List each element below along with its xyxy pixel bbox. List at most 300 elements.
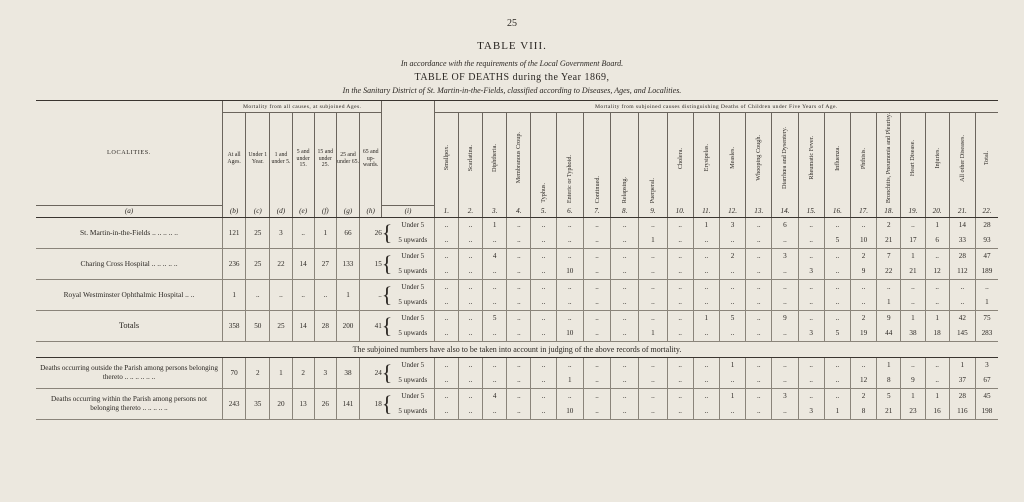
cause-column-number: 17.: [850, 205, 876, 217]
cause-value-cell: ..: [583, 295, 610, 311]
age-value-cell: 13: [292, 388, 314, 419]
cause-column-label: All other Diseases.: [958, 134, 966, 182]
cause-value-cell: 1: [901, 248, 925, 264]
cause-value-cell: 21: [877, 404, 901, 420]
cause-column-label: Scarlatina.: [467, 144, 474, 172]
cause-column-number: 16.: [824, 205, 850, 217]
table-heading: TABLE OF DEATHS during the Year 1869,: [414, 72, 610, 83]
cause-value-cell: ..: [583, 279, 610, 295]
age-value-cell: 1: [270, 357, 292, 388]
cause-column-number: 22.: [975, 205, 998, 217]
cause-value-cell: 1: [556, 373, 583, 389]
cause-value-cell: 12: [925, 264, 949, 280]
brace: {: [382, 279, 392, 310]
cause-value-cell: ..: [667, 388, 693, 404]
cause-value-cell: ..: [693, 248, 719, 264]
cause-column-number: 14.: [772, 205, 798, 217]
cause-value-cell: 189: [975, 264, 998, 280]
cause-value-cell: ..: [901, 217, 925, 233]
cause-value-cell: ..: [719, 404, 745, 420]
age-value-cell: 14: [292, 310, 314, 341]
cause-column-header: [556, 113, 583, 206]
cause-value-cell: 3: [798, 326, 824, 342]
cause-value-cell: 2: [877, 217, 901, 233]
cause-value-cell: ..: [639, 217, 667, 233]
cause-value-cell: ..: [746, 295, 772, 311]
cause-value-cell: 116: [949, 404, 975, 420]
cause-value-cell: ..: [611, 217, 639, 233]
cause-value-cell: ..: [925, 295, 949, 311]
cause-value-cell: ..: [719, 326, 745, 342]
table-row: [36, 279, 998, 295]
cause-value-cell: 145: [949, 326, 975, 342]
age-label-under5: Under 5: [401, 314, 425, 323]
cause-column-header: [434, 113, 458, 206]
age-value-cell: ..: [360, 279, 382, 310]
cause-column-number: 6.: [556, 205, 583, 217]
cause-value-cell: 2: [850, 248, 876, 264]
cause-value-cell: 93: [975, 233, 998, 249]
cause-value-cell: 3: [798, 404, 824, 420]
age-value-cell: 3: [314, 357, 336, 388]
cause-value-cell: ..: [639, 373, 667, 389]
age-value-cell: 236: [223, 248, 246, 279]
cause-value-cell: ..: [434, 388, 458, 404]
cause-value-cell: ..: [434, 357, 458, 373]
cause-value-cell: 2: [850, 388, 876, 404]
cause-column-header: [877, 113, 901, 206]
cause-value-cell: ..: [639, 310, 667, 326]
cause-value-cell: ..: [746, 248, 772, 264]
cause-value-cell: 4: [483, 388, 507, 404]
cause-value-cell: 38: [901, 326, 925, 342]
cause-column-number: 20.: [925, 205, 949, 217]
cause-column-number: 5.: [531, 205, 556, 217]
age-column-letter: (f): [314, 205, 336, 217]
cause-value-cell: 3: [772, 388, 798, 404]
age-label-upwards: 5 upwards: [392, 233, 434, 249]
cause-value-cell: 9: [850, 264, 876, 280]
cause-value-cell: ..: [719, 233, 745, 249]
cause-value-cell: 10: [850, 233, 876, 249]
cause-value-cell: ..: [434, 248, 458, 264]
age-value-cell: 27: [314, 248, 336, 279]
cause-value-cell: ..: [719, 264, 745, 280]
cause-value-cell: ..: [458, 310, 482, 326]
cause-value-cell: ..: [719, 373, 745, 389]
cause-value-cell: ..: [798, 373, 824, 389]
cause-value-cell: ..: [507, 233, 531, 249]
age-value-cell: 25: [246, 248, 270, 279]
cause-value-cell: ..: [531, 357, 556, 373]
age-column-label: 15 and under 25.: [317, 149, 334, 169]
cause-column-label: Heart Disease.: [909, 140, 917, 177]
age-value-cell: ..: [292, 279, 314, 310]
cause-value-cell: 22: [877, 264, 901, 280]
age-column-header: [360, 113, 382, 206]
age-label-upwards: 5 upwards: [392, 264, 434, 280]
cause-value-cell: ..: [531, 217, 556, 233]
cause-value-cell: 1: [693, 217, 719, 233]
cause-value-cell: ..: [667, 233, 693, 249]
cause-value-cell: ..: [746, 326, 772, 342]
cause-value-cell: ..: [824, 217, 850, 233]
cause-value-cell: ..: [611, 233, 639, 249]
cause-value-cell: 44: [877, 326, 901, 342]
cause-column-header: [901, 113, 925, 206]
cause-value-cell: ..: [556, 388, 583, 404]
cause-column-header: [925, 113, 949, 206]
cause-value-cell: ..: [824, 388, 850, 404]
cause-value-cell: ..: [483, 404, 507, 420]
cause-value-cell: ..: [583, 388, 610, 404]
cause-value-cell: 16: [925, 404, 949, 420]
cause-value-cell: ..: [507, 279, 531, 295]
cause-value-cell: 1: [877, 357, 901, 373]
age-label-upwards: 5 upwards: [392, 295, 434, 311]
cause-value-cell: ..: [556, 310, 583, 326]
age-column-header: [270, 113, 292, 206]
cause-value-cell: ..: [458, 295, 482, 311]
cause-value-cell: ..: [531, 248, 556, 264]
cause-value-cell: ..: [798, 217, 824, 233]
note-text: The subjoined numbers have also to be taken into account in judging of the above records of mortality.: [36, 341, 998, 357]
cause-value-cell: 1: [901, 310, 925, 326]
cause-value-cell: 21: [877, 233, 901, 249]
cause-column-label: Typhus.: [540, 183, 548, 204]
cause-value-cell: 1: [925, 388, 949, 404]
cause-value-cell: ..: [772, 404, 798, 420]
age-column-header: [292, 113, 314, 206]
cause-value-cell: ..: [531, 310, 556, 326]
cause-value-cell: ..: [458, 264, 482, 280]
cause-value-cell: ..: [611, 373, 639, 389]
cause-value-cell: 4: [483, 248, 507, 264]
age-column-label: 5 and under 15.: [296, 149, 310, 169]
cause-value-cell: 12: [850, 373, 876, 389]
cause-value-cell: ..: [611, 326, 639, 342]
cause-column-label: Total.: [983, 151, 991, 166]
cause-value-cell: ..: [531, 279, 556, 295]
cause-value-cell: ..: [824, 264, 850, 280]
cause-value-cell: 10: [556, 264, 583, 280]
table-row: [36, 310, 998, 326]
cause-value-cell: 112: [949, 264, 975, 280]
cause-column-number: 9.: [639, 205, 667, 217]
age-column-letter: (g): [336, 205, 359, 217]
cause-value-cell: ..: [901, 279, 925, 295]
cause-value-cell: ..: [746, 373, 772, 389]
cause-value-cell: 3: [975, 357, 998, 373]
cause-value-cell: ..: [798, 310, 824, 326]
cause-column-header: [667, 113, 693, 206]
cause-column-label: Erysipelas.: [702, 144, 710, 172]
cause-value-cell: ..: [483, 279, 507, 295]
cause-value-cell: ..: [925, 357, 949, 373]
cause-value-cell: 18: [925, 326, 949, 342]
cause-value-cell: 42: [949, 310, 975, 326]
cause-value-cell: ..: [583, 264, 610, 280]
cause-column-header: [798, 113, 824, 206]
cause-value-cell: ..: [507, 326, 531, 342]
age-column-label: 25 and under 65.: [337, 152, 359, 166]
age-label-under5: Under 5: [401, 283, 425, 292]
age-label-upwards: 5 upwards: [392, 404, 434, 420]
age-value-cell: 18: [360, 388, 382, 419]
cause-column-header: [639, 113, 667, 206]
cause-value-cell: ..: [611, 264, 639, 280]
cause-column-number: 21.: [949, 205, 975, 217]
locality-cell: Charing Cross Hospital .. .. .. .. ..: [36, 248, 223, 279]
age-label-upwards: 5 upwards: [392, 373, 434, 389]
cause-value-cell: ..: [949, 279, 975, 295]
age-value-cell: 25: [270, 310, 292, 341]
age-value-cell: 20: [270, 388, 292, 419]
cause-value-cell: ..: [611, 279, 639, 295]
cause-column-label: Puerperal.: [649, 177, 657, 204]
cause-value-cell: ..: [583, 373, 610, 389]
cause-value-cell: ..: [458, 373, 482, 389]
age-value-cell: 35: [246, 388, 270, 419]
cause-column-header: [693, 113, 719, 206]
cause-value-cell: ..: [667, 248, 693, 264]
cause-column-label: Continued.: [593, 175, 601, 204]
cause-value-cell: ..: [667, 217, 693, 233]
cause-value-cell: ..: [693, 373, 719, 389]
age-column-letter: (c): [246, 205, 270, 217]
cause-value-cell: 283: [975, 326, 998, 342]
cause-column-label: Bronchitis, Pneumonia and Pleurisy.: [885, 113, 893, 204]
cause-value-cell: 9: [877, 310, 901, 326]
age-value-cell: 26: [360, 217, 382, 248]
brace: {: [382, 388, 392, 419]
cause-value-cell: ..: [556, 295, 583, 311]
cause-column-number: 15.: [798, 205, 824, 217]
localities-letter: (a): [36, 205, 223, 217]
cause-value-cell: ..: [556, 279, 583, 295]
age-value-cell: 2: [292, 357, 314, 388]
age-column-label: 65 and up-wards.: [362, 149, 379, 169]
cause-value-cell: ..: [531, 373, 556, 389]
cause-value-cell: 1: [949, 357, 975, 373]
cause-value-cell: 1: [719, 388, 745, 404]
cause-value-cell: 1: [975, 295, 998, 311]
cause-column-label: Injuries.: [933, 147, 941, 169]
cause-value-cell: 1: [877, 295, 901, 311]
cause-value-cell: 9: [901, 373, 925, 389]
cause-value-cell: ..: [583, 404, 610, 420]
cause-value-cell: ..: [667, 357, 693, 373]
cause-value-cell: 67: [975, 373, 998, 389]
locality-cell: Totals: [36, 310, 223, 341]
mortality-table: [36, 100, 998, 420]
age-value-cell: 133: [336, 248, 359, 279]
cause-column-label: Measles.: [729, 147, 737, 169]
cause-value-cell: ..: [772, 295, 798, 311]
cause-value-cell: ..: [434, 310, 458, 326]
cause-value-cell: ..: [824, 373, 850, 389]
brace: {: [382, 248, 392, 279]
cause-value-cell: ..: [507, 404, 531, 420]
cause-value-cell: ..: [556, 217, 583, 233]
cause-value-cell: ..: [434, 279, 458, 295]
age-column-header: [314, 113, 336, 206]
cause-column-label: Phthisis.: [860, 147, 868, 169]
cause-value-cell: ..: [877, 279, 901, 295]
cause-value-cell: ..: [901, 357, 925, 373]
brace: {: [382, 357, 392, 388]
cause-value-cell: ..: [507, 310, 531, 326]
cause-column-header: [507, 113, 531, 206]
cause-column-number: 12.: [719, 205, 745, 217]
cause-value-cell: ..: [434, 326, 458, 342]
age-label-under5: Under 5: [401, 392, 425, 401]
group-header-ages: Mortality from all causes, at subjoined Ages.: [223, 101, 382, 113]
cause-value-cell: ..: [667, 373, 693, 389]
cause-column-header: [719, 113, 745, 206]
age-value-cell: 22: [270, 248, 292, 279]
cause-value-cell: 3: [798, 264, 824, 280]
cause-value-cell: 33: [949, 233, 975, 249]
cause-value-cell: ..: [583, 326, 610, 342]
age-value-cell: 141: [336, 388, 359, 419]
cause-value-cell: ..: [925, 279, 949, 295]
cause-value-cell: ..: [639, 388, 667, 404]
cause-column-header: [949, 113, 975, 206]
age-column-label: At all Ages.: [227, 152, 241, 166]
cause-column-number: 8.: [611, 205, 639, 217]
age-value-cell: 14: [292, 248, 314, 279]
cause-value-cell: ..: [434, 217, 458, 233]
cause-value-cell: ..: [949, 295, 975, 311]
cause-value-cell: 9: [772, 310, 798, 326]
cause-value-cell: ..: [901, 295, 925, 311]
cause-value-cell: 14: [949, 217, 975, 233]
cause-value-cell: ..: [458, 326, 482, 342]
cause-value-cell: 23: [901, 404, 925, 420]
cause-column-label: Diarrhœa and Dysentery.: [781, 127, 789, 190]
cause-column-label: Relapsing.: [621, 176, 629, 204]
cause-value-cell: 5: [483, 310, 507, 326]
cause-value-cell: ..: [798, 388, 824, 404]
cause-value-cell: ..: [507, 295, 531, 311]
cause-value-cell: ..: [434, 295, 458, 311]
cause-value-cell: ..: [611, 248, 639, 264]
cause-value-cell: 3: [772, 248, 798, 264]
cause-column-number: 3.: [483, 205, 507, 217]
cause-value-cell: ..: [611, 310, 639, 326]
cause-value-cell: ..: [639, 295, 667, 311]
cause-column-header: [458, 113, 482, 206]
cause-value-cell: ..: [746, 357, 772, 373]
age-value-cell: 200: [336, 310, 359, 341]
age-column-header: [336, 113, 359, 206]
age-label-under5: Under 5: [401, 361, 425, 370]
cause-value-cell: ..: [483, 326, 507, 342]
age-column-letter: (d): [270, 205, 292, 217]
age-value-cell: 243: [223, 388, 246, 419]
cause-value-cell: ..: [611, 388, 639, 404]
cause-value-cell: ..: [458, 404, 482, 420]
cause-value-cell: 8: [850, 404, 876, 420]
cause-value-cell: 28: [949, 388, 975, 404]
cause-column-header: [746, 113, 772, 206]
age-value-cell: ..: [270, 279, 292, 310]
age-value-cell: 2: [246, 357, 270, 388]
cause-value-cell: ..: [531, 264, 556, 280]
cause-value-cell: ..: [850, 217, 876, 233]
locality-cell: Deaths occurring outside the Parish among persons belonging thereto .. .. .. .. .. ..: [36, 357, 223, 388]
cause-value-cell: ..: [507, 217, 531, 233]
header-row-groups: [36, 101, 998, 113]
table-subtitle: In accordance with the requirements of the Local Government Board.: [400, 59, 624, 68]
cause-column-label: Influenza.: [833, 145, 841, 171]
locality-cell: St. Martin-in-the-Fields .. .. .. .. ..: [36, 217, 223, 248]
cause-value-cell: ..: [556, 233, 583, 249]
cause-value-cell: ..: [556, 357, 583, 373]
age-value-cell: 24: [360, 357, 382, 388]
cause-value-cell: ..: [746, 264, 772, 280]
cause-value-cell: ..: [667, 264, 693, 280]
cause-value-cell: ..: [824, 279, 850, 295]
table-heading-detail: In the Sanitary District of St. Martin-in-the-Fields, classified according to Diseases, Ages, and Localities.: [342, 86, 682, 95]
cause-value-cell: ..: [719, 295, 745, 311]
age-column-letter: (e): [292, 205, 314, 217]
cause-value-cell: ..: [693, 404, 719, 420]
cause-value-cell: ..: [925, 373, 949, 389]
cause-value-cell: ..: [483, 264, 507, 280]
cause-value-cell: ..: [772, 279, 798, 295]
age-value-cell: 66: [336, 217, 359, 248]
cause-value-cell: 10: [556, 326, 583, 342]
cause-value-cell: ..: [434, 233, 458, 249]
cause-value-cell: ..: [824, 248, 850, 264]
age-split-header: [382, 101, 434, 206]
cause-value-cell: ..: [583, 357, 610, 373]
cause-value-cell: ..: [434, 404, 458, 420]
cause-value-cell: 6: [772, 217, 798, 233]
cause-value-cell: ..: [483, 373, 507, 389]
cause-value-cell: ..: [639, 357, 667, 373]
age-column-header: [223, 113, 246, 206]
age-value-cell: ..: [314, 279, 336, 310]
cause-value-cell: ..: [746, 279, 772, 295]
locality-cell: Deaths occurring within the Parish among persons not belonging thereto .. .. .. .. ..: [36, 388, 223, 419]
page-number: 25: [507, 18, 517, 29]
age-value-cell: 38: [336, 357, 359, 388]
cause-value-cell: ..: [772, 373, 798, 389]
cause-value-cell: ..: [458, 388, 482, 404]
header-row-letters: [36, 205, 998, 217]
age-label-upwards: 5 upwards: [392, 326, 434, 342]
cause-column-header: [772, 113, 798, 206]
cause-value-cell: ..: [483, 357, 507, 373]
cause-value-cell: ..: [850, 357, 876, 373]
cause-value-cell: ..: [798, 248, 824, 264]
cause-column-number: 19.: [901, 205, 925, 217]
cause-value-cell: ..: [772, 264, 798, 280]
cause-value-cell: ..: [798, 279, 824, 295]
cause-value-cell: 47: [975, 248, 998, 264]
cause-value-cell: ..: [507, 248, 531, 264]
cause-column-label: Cholera.: [676, 147, 684, 169]
brace: {: [382, 310, 392, 341]
table-row: [36, 248, 998, 264]
cause-column-number: 11.: [693, 205, 719, 217]
age-value-cell: 50: [246, 310, 270, 341]
cause-value-cell: ..: [667, 326, 693, 342]
cause-value-cell: ..: [639, 279, 667, 295]
